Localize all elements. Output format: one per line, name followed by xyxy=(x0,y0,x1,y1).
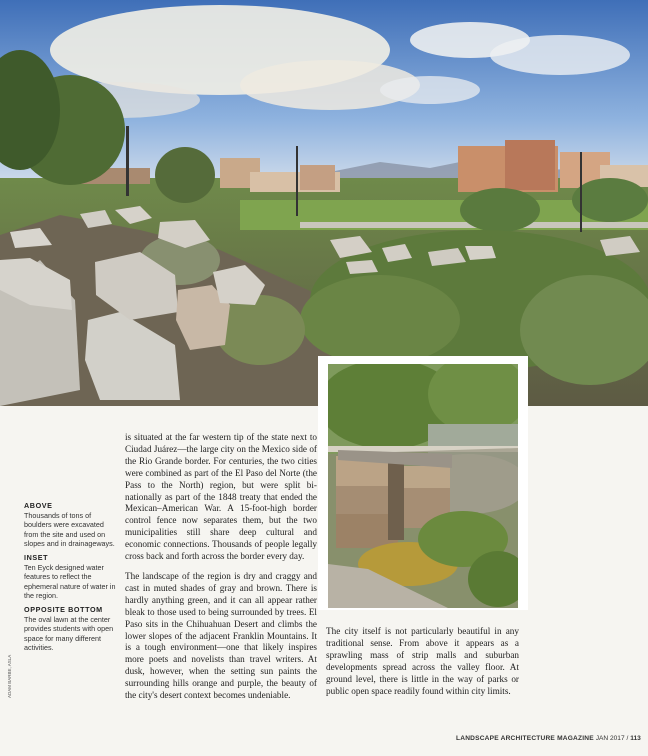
paragraph: The landscape of the region is dry and craggy and cast in muted shades of gray and brown. There is hardly anything green, and it can all appear rather bleak to those used to being surrounded by trees. El Paso sits in the Chihuahuan Desert and climbs the lower slopes of the adjacent Franklin Mountains. It is a tough environment—one that likely inspires more poets and novelists than travel writers. At dusk, however, when the setting sun paints the surrounding hills orange and purple, the beauty of the city's desert context becomes undeniable. xyxy=(125,570,317,701)
page-footer xyxy=(456,735,641,742)
caption-text-inset: Ten Eyck designed water features to reflect the ephemeral nature of water in the region. xyxy=(24,562,116,601)
photo-credit: ADAM BARBE, ASLA xyxy=(7,654,12,698)
body-column-2 xyxy=(326,626,519,705)
magazine-name: LANDSCAPE ARCHITECTURE MAGAZINE xyxy=(456,735,594,742)
caption-text-above: Thousands of tons of boulders were excavated from the site and used on slopes and in drainageways. xyxy=(24,510,115,549)
issue-date: JAN 2017 xyxy=(595,735,625,742)
caption-heading-opposite-bottom: OPPOSITE BOTTOM xyxy=(24,604,103,614)
caption-heading-inset: INSET xyxy=(24,552,49,562)
body-column-1 xyxy=(125,432,317,710)
footer-separator: / xyxy=(626,735,629,742)
caption-heading-above: ABOVE xyxy=(24,501,53,510)
page-number: 113 xyxy=(630,735,641,742)
paragraph: The city itself is not particularly beautiful in any traditional sense. From above it appears as a sprawling mass of strip malls and suburban developments spread across the valley floor. At ground level, there is little in the way of parks or public open space readily found within city limits. xyxy=(326,626,519,696)
paragraph: is situated at the far western tip of the state next to Ciudad Juárez—the large city on the Mexico side of the Rio Grande border. For centuries, the two cities were combined as part of the El Paso del Norte (the Pass to the North) region, but were split bi-nationally as part of the 1848 treaty that ended the Mexican–American War. A 15-foot-high border control fence now separates them, but the two municipalities still share deep cultural and economic connections. Thousands of people legally cross back and forth across the border every day. xyxy=(125,432,317,562)
photo-captions xyxy=(24,497,120,655)
caption-text-opposite-bottom: The oval lawn at the center provides students with open space for many different activities. xyxy=(24,614,114,653)
inset-photo-frame xyxy=(318,356,528,610)
water-feature-photo xyxy=(328,364,518,608)
